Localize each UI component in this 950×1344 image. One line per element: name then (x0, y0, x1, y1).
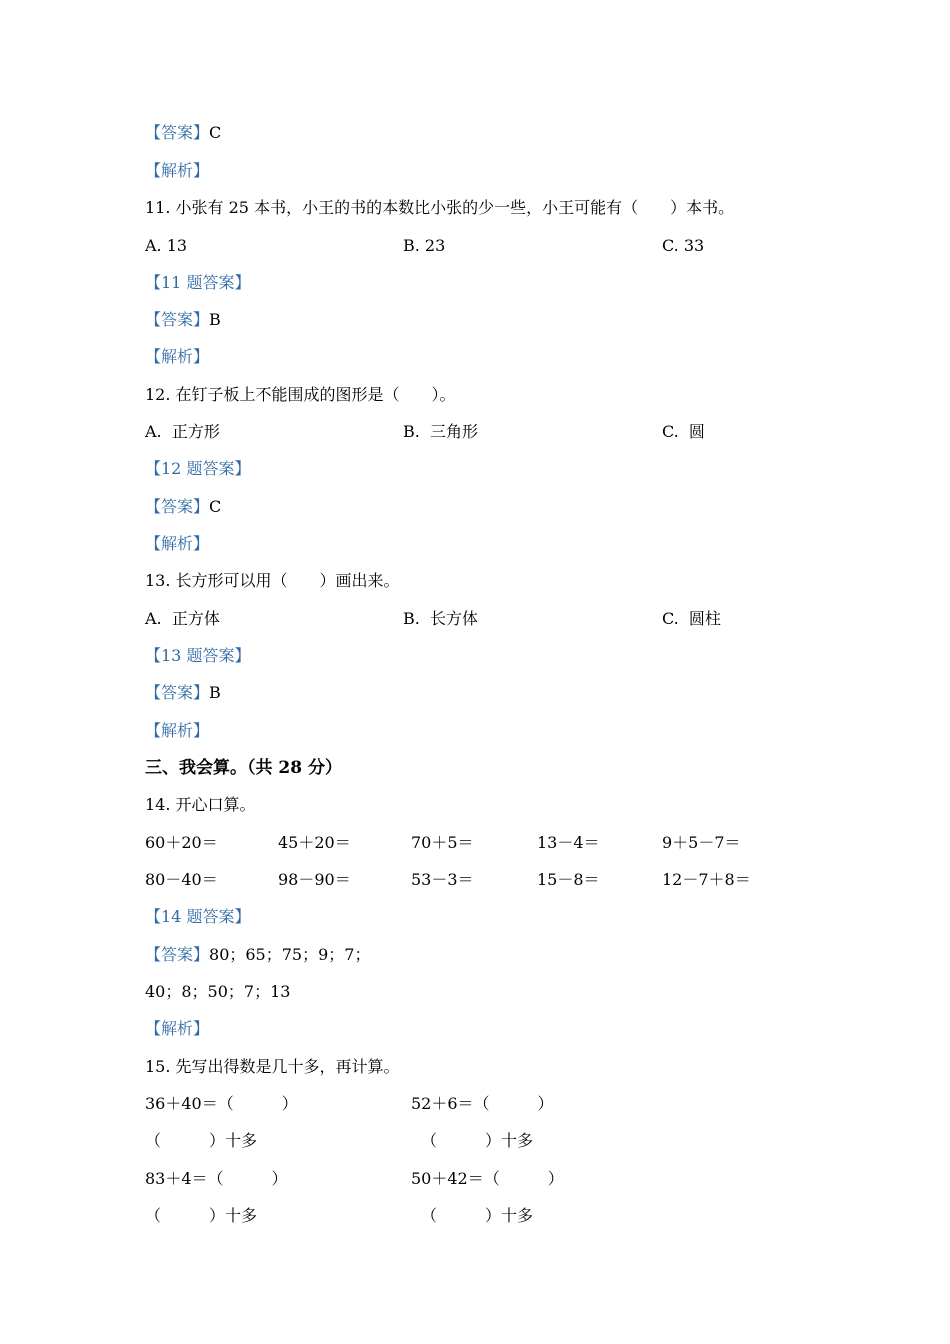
q12-option-c: C. 圆 (662, 422, 705, 441)
q13-answer-header: 【13 题答案】 (145, 646, 251, 665)
q15-row-4 (145, 1205, 845, 1227)
q10-analysis-tag: 【解析】 (145, 161, 210, 180)
q14-answer-line-2: 40；8；50；7；13 (145, 982, 291, 1001)
q11-options (145, 235, 845, 257)
q15-tens-blank: （ ）十多 (145, 1206, 258, 1225)
q14-answer-header: 【14 题答案】 (145, 907, 251, 926)
q14-stem: 14. 开心口算。 (145, 795, 256, 814)
q13-option-b: B. 长方体 (403, 609, 479, 628)
q14-item: 98－90＝ (278, 870, 351, 889)
q14-item: 12－7＋8＝ (662, 870, 751, 889)
q11-answer-header: 【11 题答案】 (145, 273, 251, 292)
answer-value: B (209, 683, 221, 702)
q12-options (145, 421, 845, 443)
answer-value: C (209, 123, 222, 142)
q12-option-b: B. 三角形 (403, 422, 479, 441)
q15-item: 36＋40＝（ ） (145, 1094, 298, 1113)
answer-value: B (209, 310, 221, 329)
answer-tag: 【答案】 (145, 310, 210, 329)
q15-row-1 (145, 1093, 845, 1115)
q12-analysis-tag: 【解析】 (145, 534, 210, 553)
q13-answer-line (145, 682, 221, 704)
q15-row-2 (145, 1130, 845, 1152)
q10-answer-line (145, 122, 221, 144)
q14-item: 60＋20＝ (145, 833, 218, 852)
q14-row-1 (145, 832, 845, 854)
q14-item: 70＋5＝ (411, 833, 474, 852)
q14-item: 9＋5－7＝ (662, 833, 741, 852)
q11-option-a: A. 13 (145, 236, 188, 255)
answer-value: C (209, 497, 222, 516)
q14-item: 15－8＝ (537, 870, 600, 889)
answer-tag: 【答案】 (145, 497, 210, 516)
q12-option-a: A. 正方形 (145, 422, 220, 441)
q11-answer-line (145, 309, 221, 331)
section-title: 三、我会算。（共 28 分） (145, 758, 342, 778)
q15-item: 50＋42＝（ ） (411, 1169, 564, 1188)
q11-option-c: C. 33 (662, 236, 705, 255)
q13-options (145, 608, 845, 630)
answer-tag: 【答案】 (145, 945, 210, 964)
q13-stem: 13. 长方形可以用（ ）画出来。 (145, 571, 400, 590)
q15-stem: 15. 先写出得数是几十多，再计算。 (145, 1057, 400, 1076)
q11-option-b: B. 23 (403, 236, 446, 255)
q13-option-a: A. 正方体 (145, 609, 220, 628)
q14-item: 45＋20＝ (278, 833, 351, 852)
q14-item: 13－4＝ (537, 833, 600, 852)
q14-row-2 (145, 869, 845, 891)
answer-tag: 【答案】 (145, 683, 210, 702)
answer-tag: 【答案】 (145, 123, 210, 142)
q14-item: 53－3＝ (411, 870, 474, 889)
q15-tens-blank: （ ）十多 (421, 1206, 534, 1225)
q11-stem: 11. 小张有 25 本书，小王的书的本数比小张的少一些，小王可能有（ ）本书。 (145, 198, 735, 217)
q15-item: 52＋6＝（ ） (411, 1094, 554, 1113)
q14-answer-line (145, 944, 370, 966)
q13-option-c: C. 圆柱 (662, 609, 721, 628)
q12-answer-line (145, 496, 221, 518)
q15-tens-blank: （ ）十多 (145, 1131, 258, 1150)
q15-row-3 (145, 1168, 845, 1190)
q14-item: 80－40＝ (145, 870, 218, 889)
q12-stem: 12. 在钉子板上不能围成的图形是（ ）。 (145, 385, 456, 404)
q15-item: 83＋4＝（ ） (145, 1169, 288, 1188)
q14-analysis-tag: 【解析】 (145, 1019, 210, 1038)
q15-tens-blank: （ ）十多 (421, 1131, 534, 1150)
q13-analysis-tag: 【解析】 (145, 721, 210, 740)
answer-value: 80；65；75；9；7； (209, 945, 371, 964)
q12-answer-header: 【12 题答案】 (145, 459, 251, 478)
q11-analysis-tag: 【解析】 (145, 347, 210, 366)
